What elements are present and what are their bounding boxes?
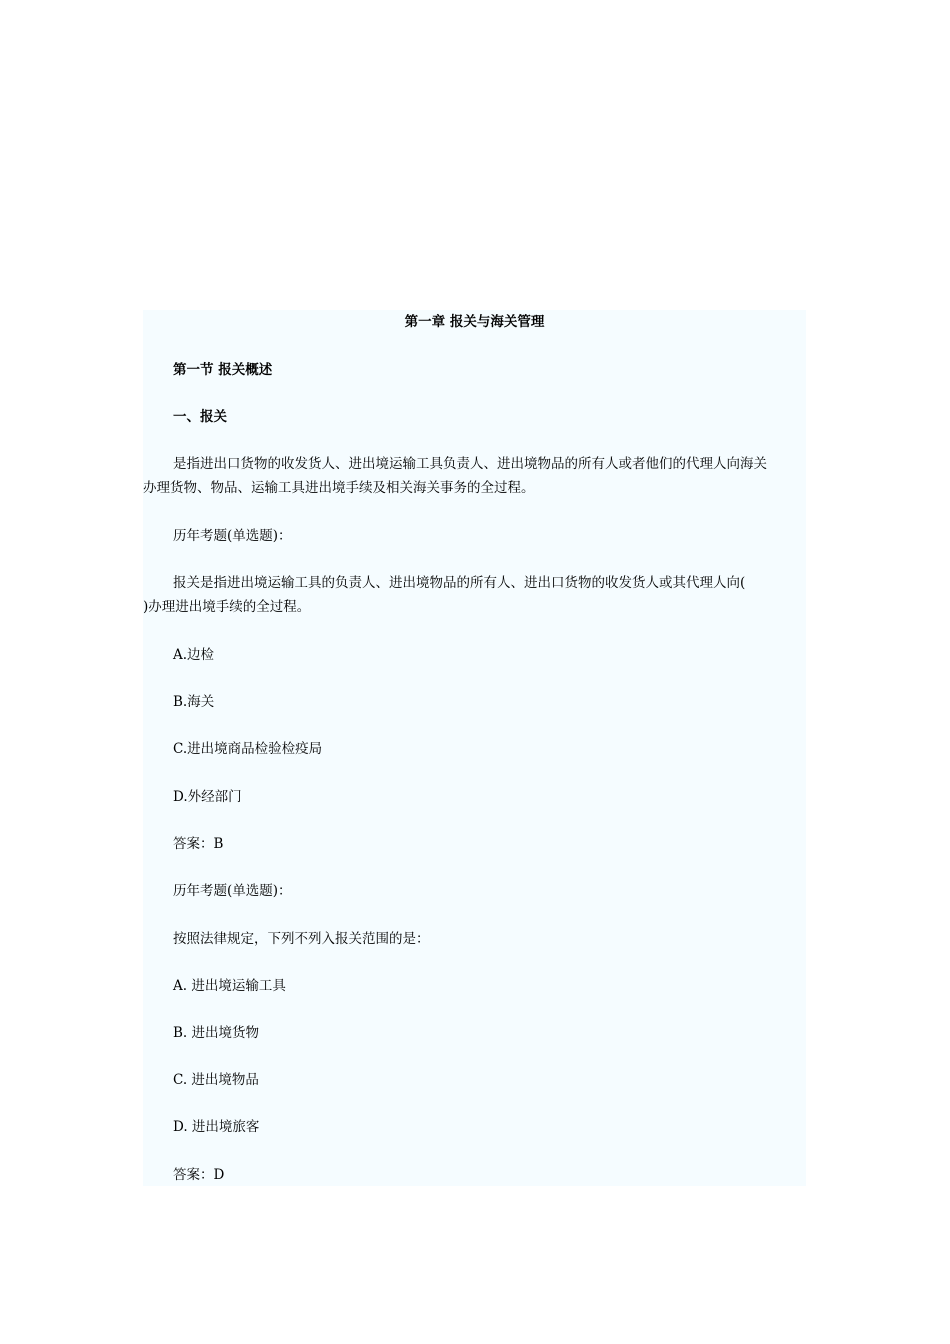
document-body (143, 310, 806, 1186)
question1-option-c: C.进出境商品检验检疫局 (173, 741, 323, 757)
question2-answer: 答案：D (173, 1167, 225, 1183)
question1-stem-line-2: )办理进出境手续的全过程。 (143, 599, 311, 615)
question1-stem (143, 571, 806, 619)
question1-answer: 答案：B (173, 836, 224, 852)
question1-heading: 历年考题(单选题)： (173, 528, 292, 544)
question2-option-b: B. 进出境货物 (173, 1025, 260, 1041)
question2-stem: 按照法律规定，下列不列入报关范围的是： (173, 931, 430, 947)
question1-option-a: A.边检 (173, 647, 215, 663)
question1-option-b: B.海关 (173, 694, 215, 710)
question2-option-c: C. 进出境物品 (173, 1072, 259, 1088)
definition-line-2: 办理货物、物品、运输工具进出境手续及相关海关事务的全过程。 (143, 480, 535, 496)
question1-stem-line-1: 报关是指进出境运输工具的负责人、进出境物品的所有人、进出口货物的收发货人或其代理人向( (173, 575, 746, 591)
question2-option-d: D. 进出境旅客 (173, 1119, 260, 1135)
section-title: 第一节 报关概述 (173, 362, 273, 378)
definition-line-1: 是指进出口货物的收发货人、进出境运输工具负责人、进出境物品的所有人或者他们的代理人向海关 (173, 456, 767, 472)
question1-option-d: D.外经部门 (173, 789, 242, 805)
subsection-title: 一、报关 (173, 409, 227, 425)
question2-option-a: A. 进出境运输工具 (173, 978, 286, 994)
chapter-title: 第一章 报关与海关管理 (404, 314, 545, 330)
definition-paragraph (143, 452, 806, 500)
question2-heading: 历年考题(单选题)： (173, 883, 292, 899)
